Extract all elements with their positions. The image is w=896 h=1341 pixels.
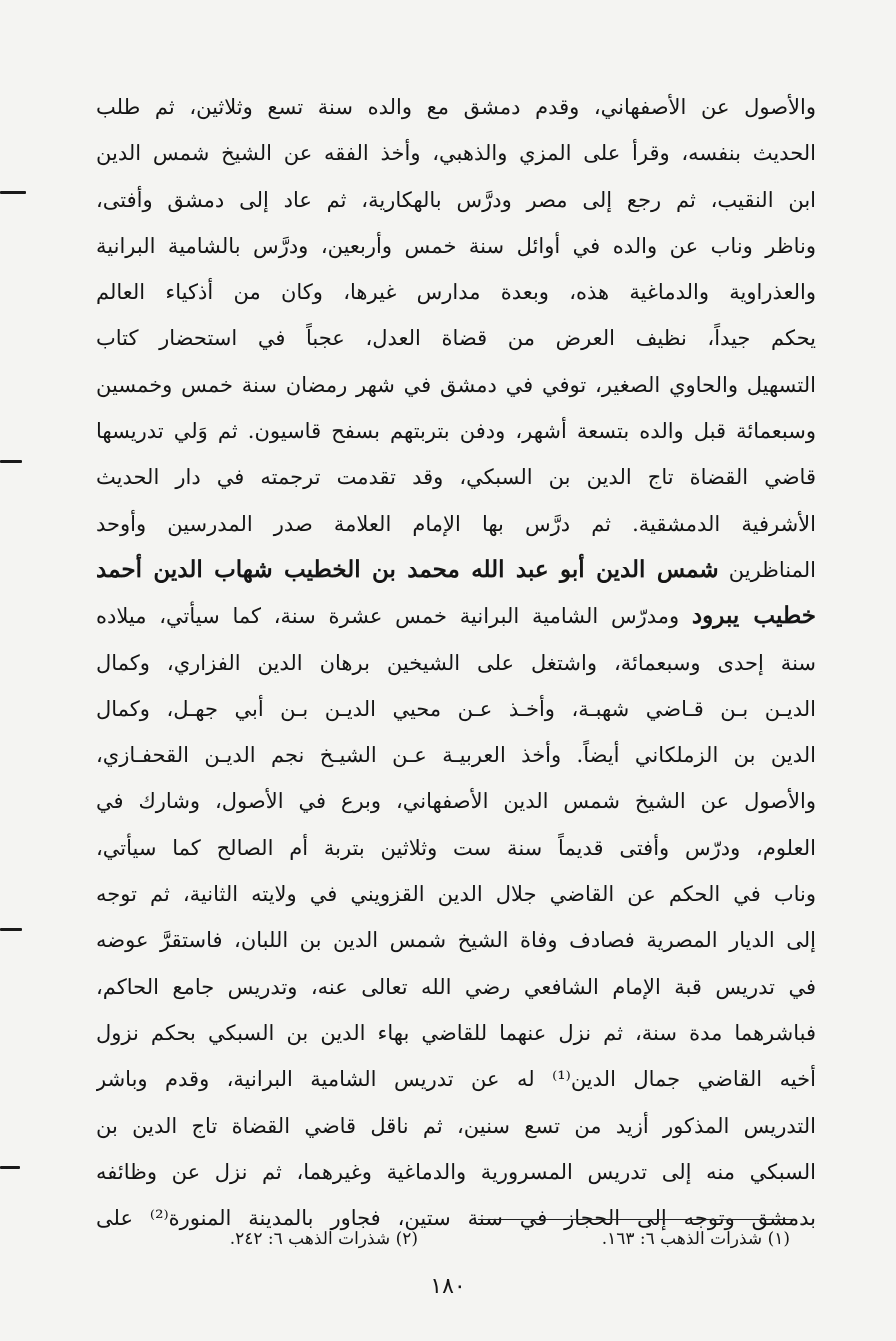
text-segment: في تدريس قبة الإمام الشافعي رضي الله تعالى عنه، وتدريس جامع الحاكم،	[96, 974, 816, 999]
text-line	[96, 223, 816, 269]
text-line	[96, 1010, 816, 1056]
margin-mark	[0, 1166, 20, 1169]
text-line	[96, 640, 816, 686]
text-line	[96, 269, 816, 315]
bold-name-text: خطيب يبرود	[691, 602, 816, 630]
text-segment: الأشرفية الدمشقية. ثم درَّس بها الإمام العلامة صدر المدرسين وأوحد	[96, 511, 816, 536]
text-line	[96, 686, 816, 732]
text-segment: والأصول عن الأصفهاني، وقدم دمشق مع والده سنة تسع وثلاثين، ثم طلب	[96, 95, 816, 119]
margin-mark	[0, 460, 22, 463]
text-line	[96, 871, 816, 917]
text-segment: أخيه القاضي جمال الدين⁽¹⁾ له عن تدريس الشامية البرانية، وقدم وباشر	[96, 1067, 816, 1092]
text-segment: قاضي القضاة تاج الدين بن السبكي، وقد تقدمت ترجمته في دار الحديث	[96, 465, 816, 490]
text-segment: ومدرّس الشامية البرانية خمس عشرة سنة، كما سيأتي، ميلاده	[96, 604, 692, 629]
text-segment: العلوم، ودرّس وأفتى قديماً سنة ست وثلاثين بتربة أم الصالح كما سيأتي،	[96, 835, 816, 860]
text-line	[96, 593, 816, 639]
text-segment: التدريس المذكور أزيد من تسع سنين، ثم ناقل قاضي القضاة تاج الدين بن	[96, 1113, 816, 1138]
footnote-2: (٢) شذرات الذهب ٦: ٢٤٢.	[229, 1229, 418, 1249]
text-line	[96, 315, 816, 361]
footnotes	[160, 1224, 790, 1256]
text-segment: السبكي منه إلى تدريس المسرورية والدماغية وغيرهما، ثم نزل عن وظائفه	[96, 1159, 816, 1184]
text-segment: إلى الديار المصرية فصادف وفاة الشيخ شمس الدين بن اللبان، فاستقرَّ عوضه	[96, 928, 816, 953]
bold-name-text: شمس الدين أبو عبد الله محمد بن الخطيب شهاب الدين أحمد	[96, 555, 719, 583]
text-line	[96, 130, 816, 176]
main-text	[96, 84, 816, 1241]
text-segment: الدين بن الزملكاني أيضاً. وأخذ العربيـة عـن الشيـخ نجم الديـن القحفـازي،	[96, 743, 816, 768]
footnote-separator	[478, 1219, 794, 1220]
text-segment: التسهيل والحاوي الصغير، توفي في دمشق في شهر رمضان سنة خمس وخمسين	[96, 372, 816, 397]
text-segment: الحديث بنفسه، وقرأ على المزي والذهبي، وأخذ الفقه عن الشيخ شمس الدين	[96, 141, 816, 166]
text-segment: وسبعمائة قبل والده بتسعة أشهر، ودفن بتربتهم بسفح قاسيون. ثم وَلي تدريسها	[96, 419, 816, 444]
text-line	[96, 408, 816, 454]
page-number: ١٨٠	[430, 1274, 466, 1299]
footnote-1: (١) شذرات الذهب ٦: ١٦٣.	[601, 1229, 790, 1249]
text-line	[96, 825, 816, 871]
margin-mark	[0, 928, 22, 931]
text-line	[96, 917, 816, 963]
text-line	[96, 84, 816, 130]
text-segment: فباشرهما مدة سنة، ثم نزل عنهما للقاضي بهاء الدين بن السبكي بحكم نزول	[96, 1020, 816, 1045]
text-segment: الديـن بـن قـاضي شهبـة، وأخـذ عـن محيي الديـن بـن أبي جهـل، وكمال	[96, 696, 816, 721]
text-line	[96, 177, 816, 223]
text-segment: المناظرين	[718, 557, 816, 582]
text-line	[96, 454, 816, 500]
text-line	[96, 362, 816, 408]
text-line	[96, 964, 816, 1010]
text-line	[96, 501, 816, 547]
text-segment: والأصول عن الشيخ شمس الدين الأصفهاني، وبرع في الأصول، وشارك في	[96, 789, 816, 814]
text-segment: سنة إحدى وسبعمائة، واشتغل على الشيخين برهان الدين الفزاري، وكمال	[96, 650, 816, 675]
margin-mark	[0, 191, 26, 194]
text-segment: وناظر وناب عن والده في أوائل سنة خمس وأربعين، ودرَّس بالشامية البرانية	[96, 233, 816, 258]
text-line	[96, 1149, 816, 1195]
text-line	[96, 547, 816, 593]
text-line	[96, 732, 816, 778]
text-line	[96, 1103, 816, 1149]
text-segment: بدمشق وتوجه إلى الحجاز في سنة ستين، فجاور بالمدينة المنورة⁽²⁾ على	[96, 1206, 816, 1231]
text-line	[96, 1056, 816, 1102]
text-segment: وناب في الحكم عن القاضي جلال الدين القزويني في ولايته الثانية، ثم توجه	[96, 882, 816, 907]
text-line	[96, 778, 816, 824]
text-segment: ابن النقيب، ثم رجع إلى مصر ودرَّس بالهكارية، ثم عاد إلى دمشق وأفتى،	[96, 187, 816, 212]
text-segment: والعذراوية والدماغية هذه، وبعدة مدارس غيرها، وكان من أذكياء العالم	[96, 280, 816, 305]
text-segment: يحكم جيداً، نظيف العرض من قضاة العدل، عجباً في استحضار كتاب	[96, 326, 816, 351]
